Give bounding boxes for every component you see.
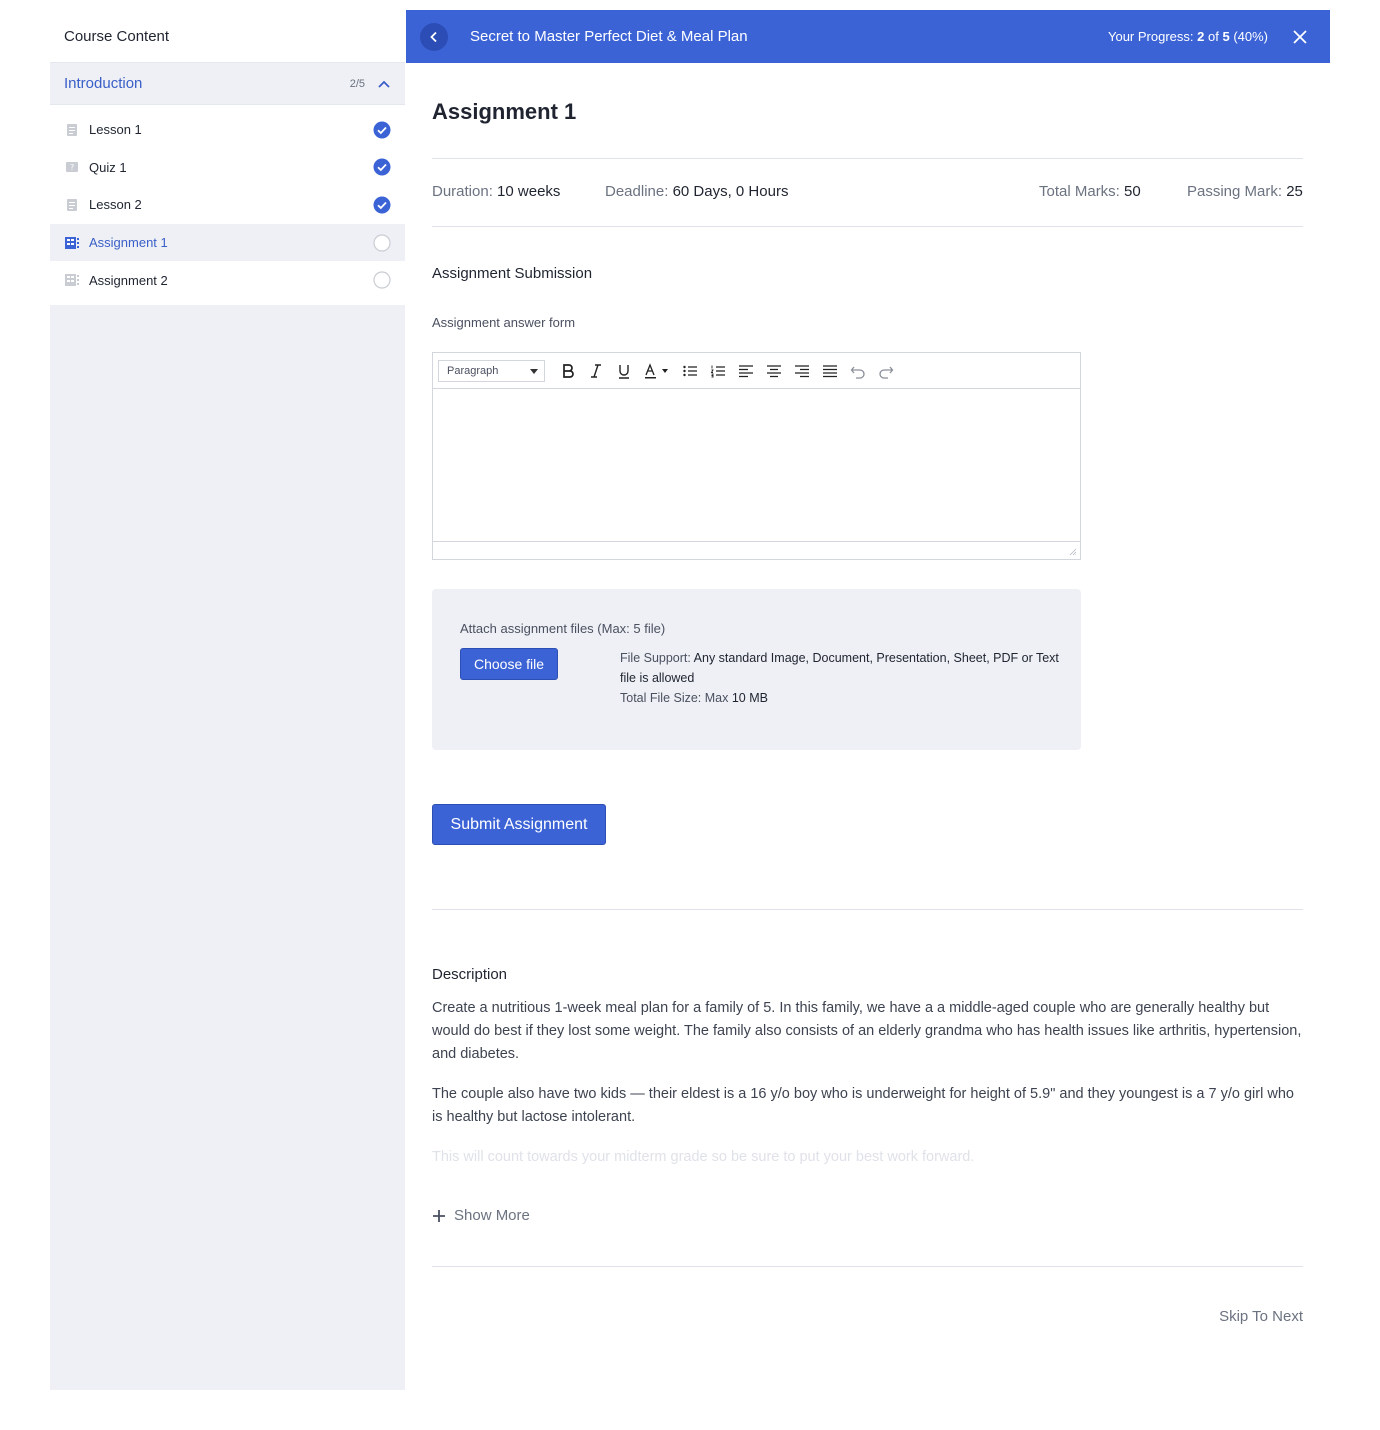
section-count: 2/5	[349, 77, 365, 90]
total-marks-label: Total Marks:	[1039, 183, 1120, 200]
italic-button[interactable]	[582, 359, 610, 383]
submission-title: Assignment Submission	[432, 265, 593, 282]
attach-files-panel	[432, 589, 1081, 750]
underline-button[interactable]	[610, 359, 638, 383]
sidebar-item-assignment-1[interactable]	[50, 224, 405, 262]
progress-current: 2	[1197, 29, 1205, 44]
submit-assignment-button[interactable]: Submit Assignment	[432, 804, 606, 845]
course-sidebar	[50, 10, 405, 1390]
duration-value: 10 weeks	[497, 183, 561, 200]
lesson-icon	[64, 122, 80, 138]
answer-form-label: Assignment answer form	[432, 315, 576, 330]
passing-mark-label: Passing Mark:	[1187, 183, 1283, 200]
redo-icon	[878, 363, 894, 379]
undo-icon	[850, 363, 866, 379]
file-support-value: Any standard Image, Document, Presentation, Sheet, PDF or Text file is allowed	[620, 651, 1059, 685]
progress-percent: (40%)	[1233, 29, 1268, 44]
quiz-icon	[64, 159, 80, 175]
course-topbar	[406, 10, 1330, 63]
justify-icon	[822, 363, 838, 379]
check-circle-icon	[373, 121, 391, 139]
deadline-value: 60 Days, 0 Hours	[672, 183, 789, 200]
caret-down-icon	[530, 369, 538, 374]
divider	[432, 226, 1303, 227]
sidebar-item-label: Quiz 1	[89, 159, 127, 175]
duration-label: Duration:	[432, 183, 493, 200]
align-right-button[interactable]	[788, 359, 816, 383]
align-right-icon	[794, 363, 810, 379]
bullet-list-icon	[682, 363, 698, 379]
description-title: Description	[432, 966, 508, 983]
text-color-button[interactable]	[638, 359, 676, 383]
file-support-label: File Support:	[620, 651, 691, 665]
redo-button[interactable]	[872, 359, 900, 383]
close-icon[interactable]	[1292, 29, 1308, 45]
numbered-list-icon	[710, 363, 726, 379]
section-introduction[interactable]	[50, 63, 405, 105]
bold-button[interactable]	[554, 359, 582, 383]
skip-to-next-link[interactable]: Skip To Next	[1219, 1308, 1303, 1325]
divider	[432, 1266, 1303, 1267]
deadline	[605, 183, 788, 200]
description-paragraph: Create a nutritious 1-week meal plan for a family of 5. In this family, we have a a middle-aged couple who are generally healthy but would do best if they lost some weight. The family also consists of an elderly grandma who has health issues like arthritis, hypertension, and diabetes.	[432, 1000, 1302, 1062]
numbered-list-button[interactable]	[704, 359, 732, 383]
chevron-left-icon	[428, 31, 440, 43]
duration	[432, 183, 560, 200]
justify-button[interactable]	[816, 359, 844, 383]
resize-handle-icon[interactable]	[1069, 548, 1077, 556]
progress-label: Your Progress:	[1107, 29, 1194, 44]
align-center-button[interactable]	[760, 359, 788, 383]
bold-icon	[560, 363, 576, 379]
progress-of: of	[1207, 29, 1219, 44]
editor-text-area[interactable]	[433, 389, 1080, 542]
text-color-icon	[644, 363, 670, 379]
description-paragraph: The couple also have two kids — their eldest is a 16 y/o boy who is underweight for height of 5.9" and they youngest is a 7 y/o girl who is healthy but lactose intolerant.	[432, 1086, 1294, 1125]
align-left-icon	[738, 363, 754, 379]
bullet-list-button[interactable]	[676, 359, 704, 383]
format-select[interactable]	[438, 360, 545, 382]
sidebar-item-label: Lesson 1	[89, 122, 142, 138]
attach-label: Attach assignment files (Max: 5 file)	[460, 621, 666, 636]
sidebar-item-assignment-2[interactable]	[50, 261, 405, 299]
assignment-icon	[64, 235, 80, 251]
course-title: Secret to Master Perfect Diet & Meal Plan	[470, 28, 748, 45]
italic-icon	[588, 363, 604, 379]
check-circle-icon	[373, 158, 391, 176]
file-size-label: Total File Size: Max	[620, 691, 729, 705]
sidebar-item-label: Assignment 1	[89, 235, 168, 251]
total-marks	[1039, 183, 1141, 200]
sidebar-item-lesson-1[interactable]	[50, 111, 405, 149]
lesson-list	[50, 105, 405, 305]
page-title: Assignment 1	[432, 99, 577, 124]
section-title: Introduction	[64, 75, 143, 92]
editor-toolbar	[433, 353, 1080, 389]
sidebar-item-quiz-1[interactable]	[50, 149, 405, 187]
progress-total: 5	[1222, 29, 1230, 44]
sidebar-item-label: Lesson 2	[89, 197, 142, 213]
progress-text	[1108, 29, 1268, 44]
underline-icon	[616, 363, 632, 379]
check-circle-icon	[373, 196, 391, 214]
show-more-label: Show More	[454, 1207, 530, 1224]
deadline-label: Deadline:	[605, 183, 669, 200]
file-size-value: 10 MB	[731, 691, 768, 705]
undo-button[interactable]	[844, 359, 872, 383]
passing-mark	[1187, 183, 1303, 200]
divider	[432, 909, 1303, 910]
lesson-icon	[64, 197, 80, 213]
align-center-icon	[766, 363, 782, 379]
passing-mark-value: 25	[1286, 183, 1303, 200]
empty-circle-icon	[373, 234, 391, 252]
file-support-line	[620, 648, 1060, 688]
file-size-line	[620, 688, 1060, 708]
assignment-icon	[64, 272, 80, 288]
rich-text-editor	[432, 352, 1081, 560]
format-select-value: Paragraph	[447, 364, 499, 377]
svg-text:?: ?	[70, 163, 75, 173]
chevron-up-icon	[377, 77, 391, 91]
sidebar-item-lesson-2[interactable]	[50, 186, 405, 224]
back-button[interactable]	[420, 23, 448, 51]
sidebar-item-label: Assignment 2	[89, 272, 168, 288]
description-paragraph-faded: This will count towards your midterm grade so be sure to put your best work forward.	[432, 1149, 975, 1165]
show-more-button[interactable]	[432, 1207, 530, 1224]
choose-file-button[interactable]: Choose file	[460, 648, 558, 680]
plus-icon	[432, 1209, 446, 1223]
empty-circle-icon	[373, 271, 391, 289]
total-marks-value: 50	[1124, 183, 1141, 200]
align-left-button[interactable]	[732, 359, 760, 383]
sidebar-heading: Course Content	[50, 10, 405, 63]
divider	[432, 158, 1303, 159]
file-support-info	[620, 648, 1060, 708]
